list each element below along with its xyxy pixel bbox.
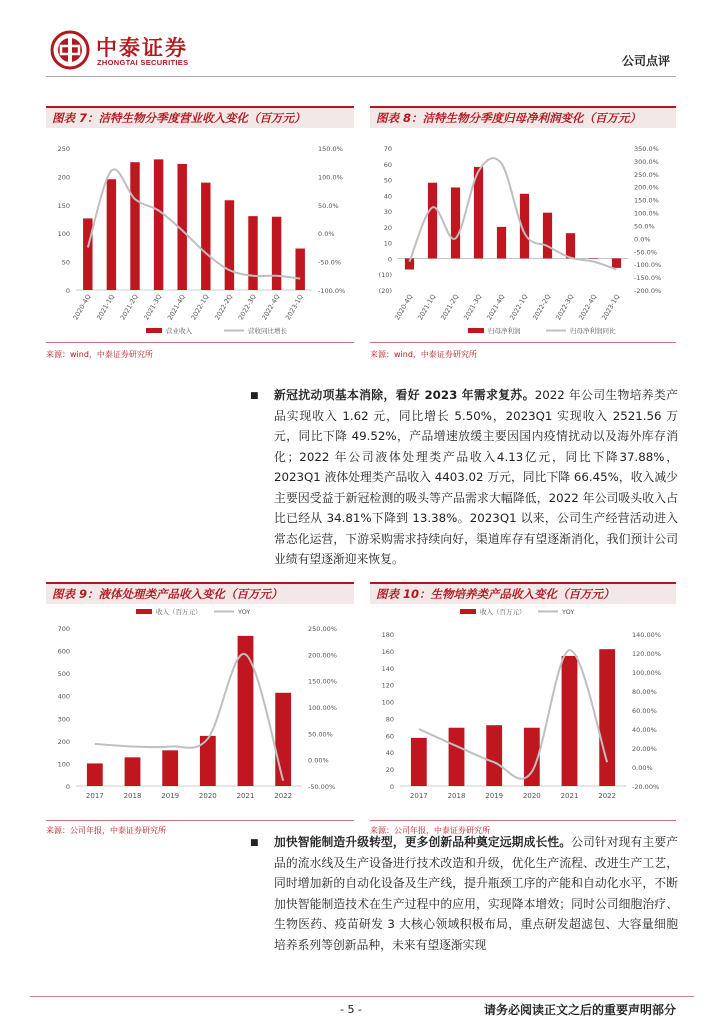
- figure-8-chart: [370, 128, 676, 338]
- figure-9: [46, 582, 354, 836]
- legend-line-label: 归母净利润同比: [570, 327, 616, 335]
- figure-9-chart: [46, 604, 354, 816]
- x-tick-label: 2021-3Q: [142, 293, 164, 322]
- figure-10-chart: [370, 604, 676, 816]
- series-line-营收同比增长: [88, 169, 300, 278]
- y-left-tick-label: 0: [389, 783, 394, 791]
- bar-2022-2Q: [225, 200, 234, 290]
- y-left-tick-label: 500: [57, 670, 70, 679]
- figure-10-title: 图表 10：生物培养类产品收入变化（百万元）: [376, 587, 615, 601]
- y-right-tick-label: 100.0%: [634, 209, 659, 218]
- y-left-tick-label: 100: [57, 230, 70, 239]
- x-tick-label: 2021-1Q: [95, 293, 117, 322]
- y-left-tick-label: 10: [383, 239, 392, 248]
- section-2-bullet: ■: [250, 838, 259, 848]
- y-left-tick-label: 60: [385, 732, 394, 741]
- figure-10-source-line: [370, 820, 676, 821]
- bar-2018: [125, 757, 141, 786]
- legend-bar-swatch: [468, 328, 484, 333]
- bar-2022-3Q: [566, 233, 575, 258]
- y-right-tick-label: 80.00%: [632, 688, 657, 696]
- footer-divider: [30, 996, 694, 997]
- figure-10-header: [370, 582, 676, 604]
- logo-emblem-icon: [50, 30, 90, 70]
- bar-2022-1Q: [201, 183, 210, 290]
- company-logo: [50, 30, 220, 70]
- x-tick-label: 2021: [560, 792, 579, 800]
- x-tick-label: 2022-2Q: [213, 293, 235, 322]
- header-divider: [46, 76, 676, 77]
- x-tick-label: 2022-4Q: [260, 293, 282, 322]
- y-left-tick-label: 50: [61, 258, 70, 267]
- y-right-tick-label: 150.0%: [634, 196, 659, 205]
- legend-bar-swatch: [136, 609, 152, 614]
- y-right-tick-label: -50.00%: [308, 783, 336, 791]
- figure-8-source-line: [370, 342, 676, 343]
- y-left-tick-label: 30: [383, 208, 392, 217]
- y-right-tick-label: -100.0%: [634, 261, 662, 270]
- y-right-tick-label: -50.0%: [634, 248, 657, 257]
- x-tick-label: 2022: [274, 792, 293, 800]
- y-right-tick-label: 100.00%: [632, 669, 661, 677]
- figure-10: [370, 582, 676, 836]
- x-tick-label: 2023-1Q: [600, 293, 622, 322]
- y-right-tick-label: 20.00%: [632, 745, 657, 753]
- y-right-tick-label: 150.00%: [308, 677, 337, 686]
- y-right-tick-label: -50.0%: [318, 258, 341, 267]
- series-line-YOY: [419, 650, 607, 779]
- y-right-tick-label: 120.00%: [632, 650, 661, 658]
- footer-disclaimer: 请务必阅读正文之后的重要声明部分: [483, 1003, 676, 1017]
- y-left-tick-label: 600: [57, 647, 70, 656]
- bar-2017: [87, 763, 103, 786]
- y-right-tick-label: -20.00%: [632, 783, 660, 791]
- y-left-tick-label: 700: [57, 625, 70, 633]
- x-tick-label: 2021-3Q: [462, 293, 484, 322]
- logo-cn-text: 中泰证券: [96, 36, 188, 60]
- bar-2022: [275, 693, 291, 786]
- figure-9-title: 图表 9：液体处理类产品收入变化（百万元）: [52, 587, 283, 601]
- x-tick-label: 2021-4Q: [485, 293, 507, 322]
- y-right-tick-label: 350.0%: [634, 145, 659, 153]
- bar-2021-3Q: [154, 159, 163, 290]
- y-left-tick-label: 0: [65, 287, 70, 295]
- y-left-tick-label: 40: [383, 192, 392, 201]
- figure-9-header: [46, 582, 354, 604]
- figure-10-source: 来源：公司年报，中泰证券研究所: [370, 826, 490, 835]
- x-tick-label: 2020-4Q: [71, 293, 93, 322]
- series-line-YOY: [95, 654, 283, 781]
- figure-7: [46, 106, 354, 360]
- x-tick-label: 2021-2Q: [439, 293, 461, 322]
- y-left-tick-label: 140: [381, 664, 394, 673]
- y-right-tick-label: 60.00%: [632, 707, 657, 715]
- x-tick-label: 2019: [485, 792, 504, 800]
- x-tick-label: 2022-3Q: [236, 293, 258, 322]
- document-type: 公司点评: [621, 54, 670, 68]
- figure-7-source: 来源：wind，中泰证券研究所: [46, 350, 153, 359]
- y-right-tick-label: 100.0%: [318, 173, 343, 182]
- y-left-tick-label: 400: [57, 692, 70, 701]
- figure-8: [370, 106, 676, 360]
- section-2-body: 公司针对现有主要产品的流水线及生产设备进行技术改造和升级，优化生产流程、改进生产工艺，同时增加新的自动化设备及生产线，提升瓶颈工序的产能和自动化水平，不断加快智能制造技术在生产过程中的应用，实现降本增效；同时公司细胞治疗、生物医药、疫苗研发 3 大核心领域积极布局，重点研发超滤包、大容量细胞培养系列等创新品种，未来有望逐渐实现: [274, 835, 678, 952]
- y-right-tick-label: 140.00%: [632, 631, 661, 639]
- x-tick-label: 2017: [85, 792, 104, 800]
- legend-bar-swatch: [146, 328, 162, 333]
- figure-9-source: 来源：公司年报，中泰证券研究所: [46, 826, 166, 835]
- y-left-tick-label: 50: [383, 176, 392, 185]
- x-tick-label: 2022: [598, 792, 617, 800]
- bar-2023-1Q: [612, 258, 621, 267]
- x-tick-label: 2022-1Q: [508, 293, 530, 322]
- y-left-tick-label: 100: [57, 760, 70, 769]
- x-tick-label: 2021-4Q: [165, 293, 187, 322]
- section-2-paragraph: [274, 832, 678, 955]
- y-right-tick-label: 50.00%: [308, 730, 333, 739]
- y-right-tick-label: 0.00%: [308, 756, 329, 765]
- x-tick-label: 2018: [447, 792, 466, 800]
- x-tick-label: 2022-3Q: [554, 293, 576, 322]
- legend-bar-label: 营业收入: [166, 327, 192, 335]
- bar-2019: [486, 725, 502, 786]
- y-left-tick-label: 200: [57, 737, 70, 746]
- bar-2021-2Q: [451, 187, 460, 258]
- y-right-tick-label: 0.0%: [634, 235, 651, 244]
- bar-2020-4Q: [83, 218, 92, 290]
- page-number: - 5 -: [340, 1003, 362, 1016]
- bar-2022-4Q: [272, 217, 281, 290]
- x-tick-label: 2018: [123, 792, 142, 800]
- x-tick-label: 2022-1Q: [189, 293, 211, 322]
- section-1-heading: 新冠扰动项基本消除，看好 2023 年需求复苏。: [274, 388, 535, 402]
- y-left-tick-label: 180: [381, 631, 394, 639]
- y-right-tick-label: 300.0%: [634, 157, 659, 166]
- bar-2021-1Q: [428, 183, 437, 259]
- figure-7-chart: [46, 128, 354, 338]
- figure-9-source-line: [46, 820, 354, 821]
- y-left-tick-label: 0: [65, 783, 70, 791]
- section-1-paragraph: [274, 385, 678, 570]
- legend-line-label: YOY: [562, 608, 575, 616]
- y-right-tick-label: 150.0%: [318, 145, 343, 153]
- y-right-tick-label: 50.0%: [318, 201, 339, 210]
- x-tick-label: 2020: [198, 792, 217, 800]
- bar-2022-4Q: [589, 258, 598, 259]
- legend-bar-label: 收入（百万元）: [156, 608, 202, 616]
- x-tick-label: 2020: [522, 792, 541, 800]
- y-left-tick-label: 70: [383, 145, 392, 153]
- x-tick-label: 2022-2Q: [531, 293, 553, 322]
- y-right-tick-label: -200.0%: [634, 287, 662, 295]
- figure-7-title: 图表 7：洁特生物分季度营业收入变化（百万元）: [52, 111, 306, 125]
- figure-7-header: [46, 106, 354, 128]
- y-left-tick-label: 80: [385, 715, 394, 724]
- section-1-bullet: ■: [250, 391, 259, 401]
- y-left-tick-label: 300: [57, 715, 70, 724]
- y-right-tick-label: -100.0%: [318, 287, 346, 295]
- legend-bar-label: 归母净利润: [488, 327, 521, 335]
- y-left-tick-label: (10): [378, 271, 392, 280]
- legend-line-label: YOY: [238, 608, 251, 616]
- y-left-tick-label: 120: [381, 681, 394, 690]
- x-tick-label: 2021-1Q: [416, 293, 438, 322]
- section-2-heading: 加快智能制造升级转型，更多创新品种奠定远期成长性。: [274, 835, 572, 849]
- y-left-tick-label: 60: [383, 160, 392, 169]
- y-left-tick-label: 160: [381, 647, 394, 656]
- x-tick-label: 2020-4Q: [393, 293, 415, 322]
- logo-en-text: ZHONGTAI SECURITIES: [97, 58, 189, 67]
- y-right-tick-label: -150.0%: [634, 274, 662, 283]
- x-tick-label: 2023-1Q: [283, 293, 305, 322]
- bar-2021-2Q: [130, 162, 139, 290]
- x-tick-label: 2021: [236, 792, 255, 800]
- y-left-tick-label: 200: [57, 173, 70, 182]
- y-right-tick-label: 250.00%: [308, 625, 337, 633]
- figure-8-title: 图表 8：洁特生物分季度归母净利润变化（百万元）: [376, 111, 642, 125]
- bar-2019: [162, 750, 178, 786]
- y-left-tick-label: (20): [378, 287, 392, 295]
- bar-2021-1Q: [107, 179, 116, 290]
- y-left-tick-label: 250: [57, 145, 70, 153]
- bar-2022-3Q: [248, 216, 257, 290]
- y-left-tick-label: 150: [57, 201, 70, 210]
- y-left-tick-label: 20: [385, 766, 394, 775]
- y-left-tick-label: 40: [385, 749, 394, 758]
- y-right-tick-label: 250.0%: [634, 170, 659, 179]
- x-tick-label: 2022-4Q: [577, 293, 599, 322]
- bar-2021-4Q: [497, 227, 506, 259]
- y-left-tick-label: 100: [381, 698, 394, 707]
- x-tick-label: 2021-2Q: [118, 293, 140, 322]
- bar-2022: [599, 649, 615, 786]
- y-left-tick-label: 20: [383, 223, 392, 232]
- legend-line-label: 营收同比增长: [248, 327, 287, 335]
- figure-7-source-line: [46, 342, 354, 343]
- y-right-tick-label: 50.0%: [634, 222, 655, 231]
- figure-8-header: [370, 106, 676, 128]
- bar-2021: [238, 636, 254, 786]
- bar-2018: [449, 728, 465, 786]
- y-right-tick-label: 100.00%: [308, 704, 337, 712]
- bar-2022-2Q: [543, 213, 552, 259]
- y-right-tick-label: 200.00%: [308, 651, 337, 660]
- series-line-归母净利润同比: [410, 158, 617, 269]
- y-right-tick-label: 40.00%: [632, 726, 657, 734]
- figure-8-source: 来源：wind，中泰证券研究所: [370, 350, 477, 359]
- x-tick-label: 2019: [161, 792, 180, 800]
- legend-bar-label: 收入（百万元）: [480, 608, 526, 616]
- legend-bar-swatch: [460, 609, 476, 614]
- y-left-tick-label: 0: [387, 255, 392, 264]
- y-right-tick-label: 0.0%: [318, 230, 335, 239]
- y-right-tick-label: 0.00%: [632, 764, 653, 772]
- bar-2017: [411, 738, 427, 786]
- bar-2023-1Q: [295, 249, 304, 290]
- y-right-tick-label: 200.0%: [634, 183, 659, 192]
- x-tick-label: 2017: [409, 792, 428, 800]
- bar-2021: [562, 656, 578, 786]
- section-1-body: 2022 年公司生物培养类产品实现收入 1.62 元，同比增长 5.50%，2023Q1 实现收入 2521.56 万元，同比下降 49.52%，产品增速放缓主要因国内疫情扰动以及海外库存消化；2022 年公司液体处理类产品收入4.13亿元，同比下降37.88%，2023Q1 液体处理类产品收入 4403.02 万元，同比下降 66.45%，收入减少主要因受益于新冠检测的吸头等产品需求大幅降低，2022 年公司吸头收入占比已经从 34.81%下降到 13.38%。2023Q1 以来，公司生产经营活动进入常态化运营，下游采购需求持续向好，渠道库存有望逐渐消化，我们预计公司业绩有望逐渐迎来恢复。: [274, 388, 678, 566]
